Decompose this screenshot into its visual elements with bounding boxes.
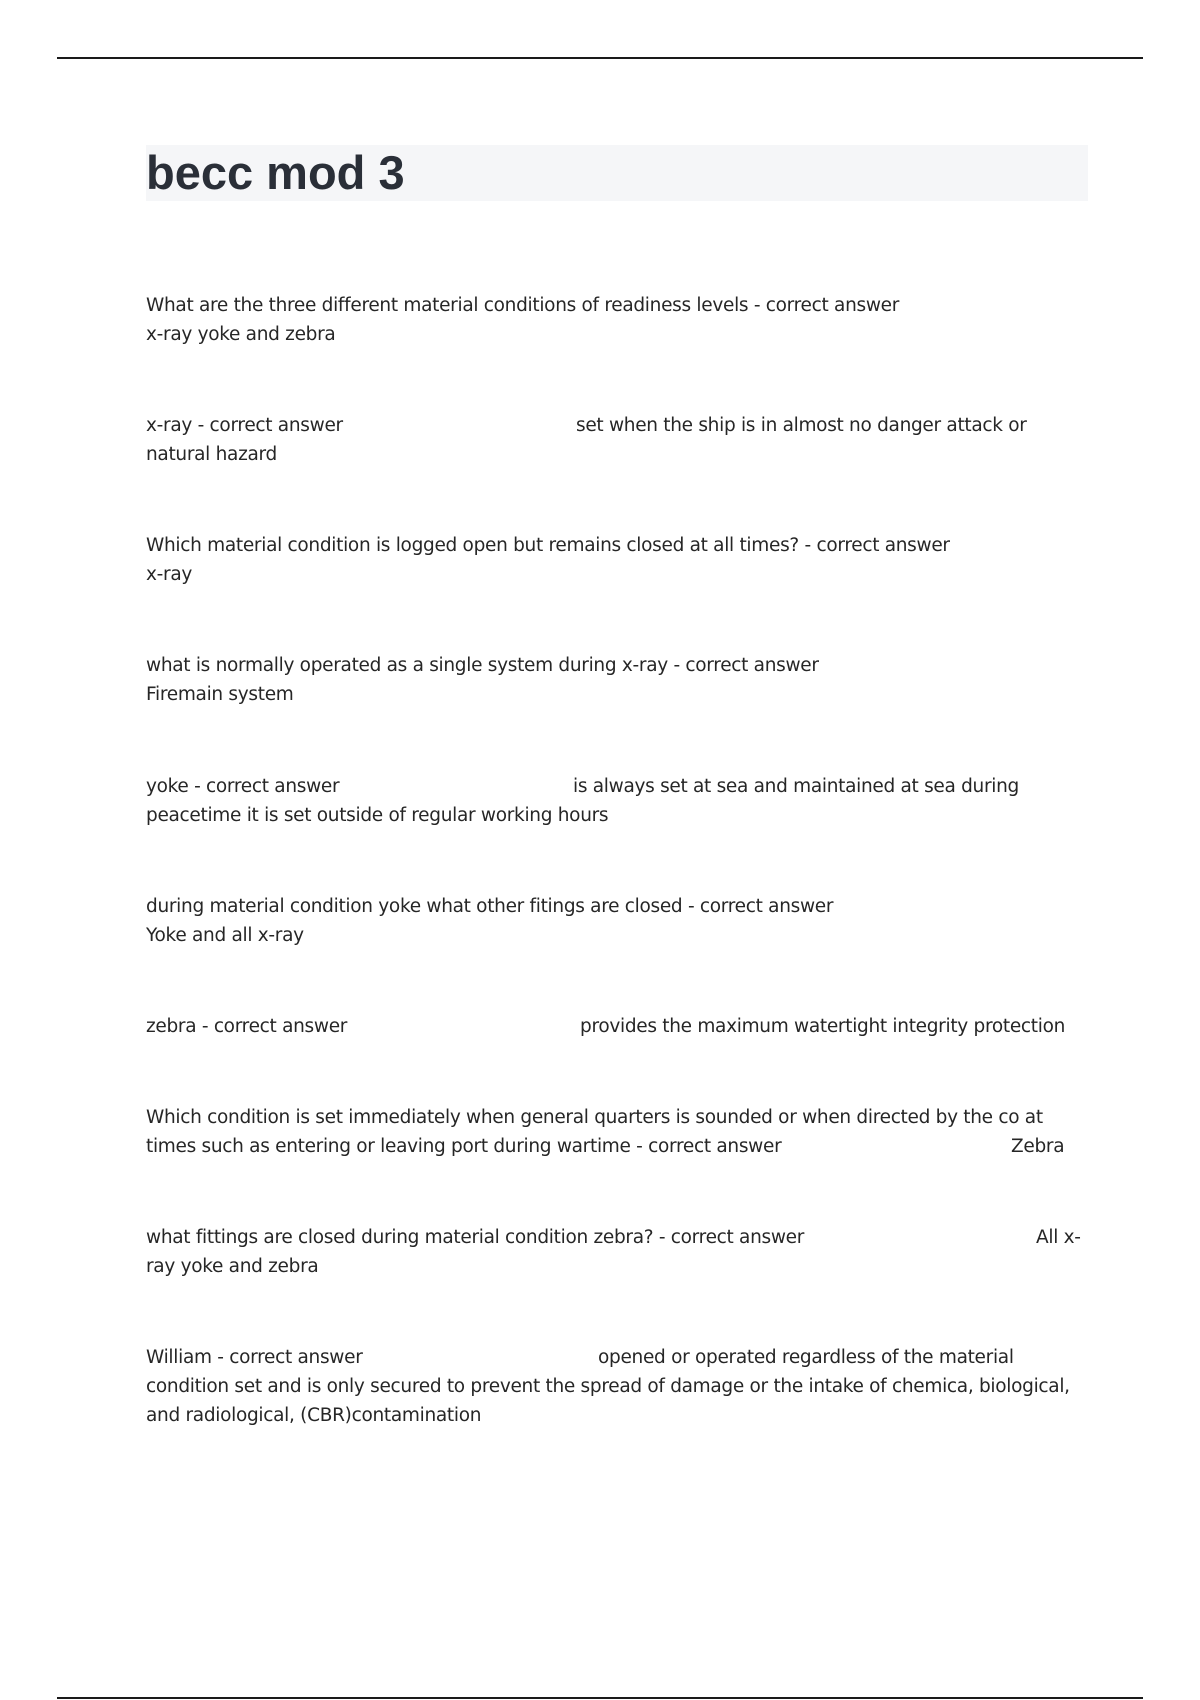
qa-item — [146, 651, 1086, 709]
answer-text: x-ray yoke and zebra — [146, 324, 336, 345]
answer-text: and radiological, (CBR)contamination — [146, 1405, 482, 1426]
bottom-rule — [57, 1697, 1143, 1699]
question-text: yoke - correct answer — [146, 776, 340, 797]
question-text: zebra - correct answer — [146, 1016, 348, 1037]
answer-text: set when the ship is in almost no danger attack or — [576, 415, 1027, 436]
qa-item — [146, 1343, 1086, 1430]
answer-text: Zebra — [1011, 1136, 1065, 1157]
answer-text: provides the maximum watertight integrity protection — [580, 1016, 1066, 1037]
answer-text: peacetime it is set outside of regular working hours — [146, 805, 609, 826]
qa-item — [146, 1223, 1086, 1281]
answer-text: natural hazard — [146, 444, 277, 465]
qa-item — [146, 1012, 1086, 1041]
document-title: becc mod 3 — [146, 146, 405, 199]
qa-item — [146, 291, 1086, 349]
answer-text: Yoke and all x-ray — [146, 925, 304, 946]
answer-text: is always set at sea and maintained at sea during — [573, 776, 1019, 797]
answer-text: opened or operated regardless of the material — [598, 1347, 1014, 1368]
answer-text: ray yoke and zebra — [146, 1256, 319, 1277]
question-text: times such as entering or leaving port during wartime - correct answer — [146, 1136, 782, 1157]
question-text: What are the three different material conditions of readiness levels - correct answer — [146, 295, 900, 316]
qa-item — [146, 411, 1086, 469]
top-rule — [57, 57, 1143, 59]
question-text: Which material condition is logged open but remains closed at all times? - correct answer — [146, 535, 950, 556]
qa-item — [146, 1103, 1086, 1161]
question-text: what fittings are closed during material condition zebra? - correct answer — [146, 1227, 805, 1248]
question-text: Which condition is set immediately when general quarters is sounded or when directed by the co at — [146, 1107, 1043, 1128]
answer-text: condition set and is only secured to prevent the spread of damage or the intake of chemica, biological, — [146, 1376, 1070, 1397]
answer-text: Firemain system — [146, 684, 294, 705]
question-text: x-ray - correct answer — [146, 415, 343, 436]
qa-item — [146, 772, 1086, 830]
answer-text: All x- — [1036, 1227, 1081, 1248]
answer-text: x-ray — [146, 564, 193, 585]
question-text: what is normally operated as a single system during x-ray - correct answer — [146, 655, 819, 676]
question-text: William - correct answer — [146, 1347, 363, 1368]
qa-item — [146, 531, 1086, 589]
question-text: during material condition yoke what other fitings are closed - correct answer — [146, 896, 834, 917]
qa-item — [146, 892, 1086, 950]
